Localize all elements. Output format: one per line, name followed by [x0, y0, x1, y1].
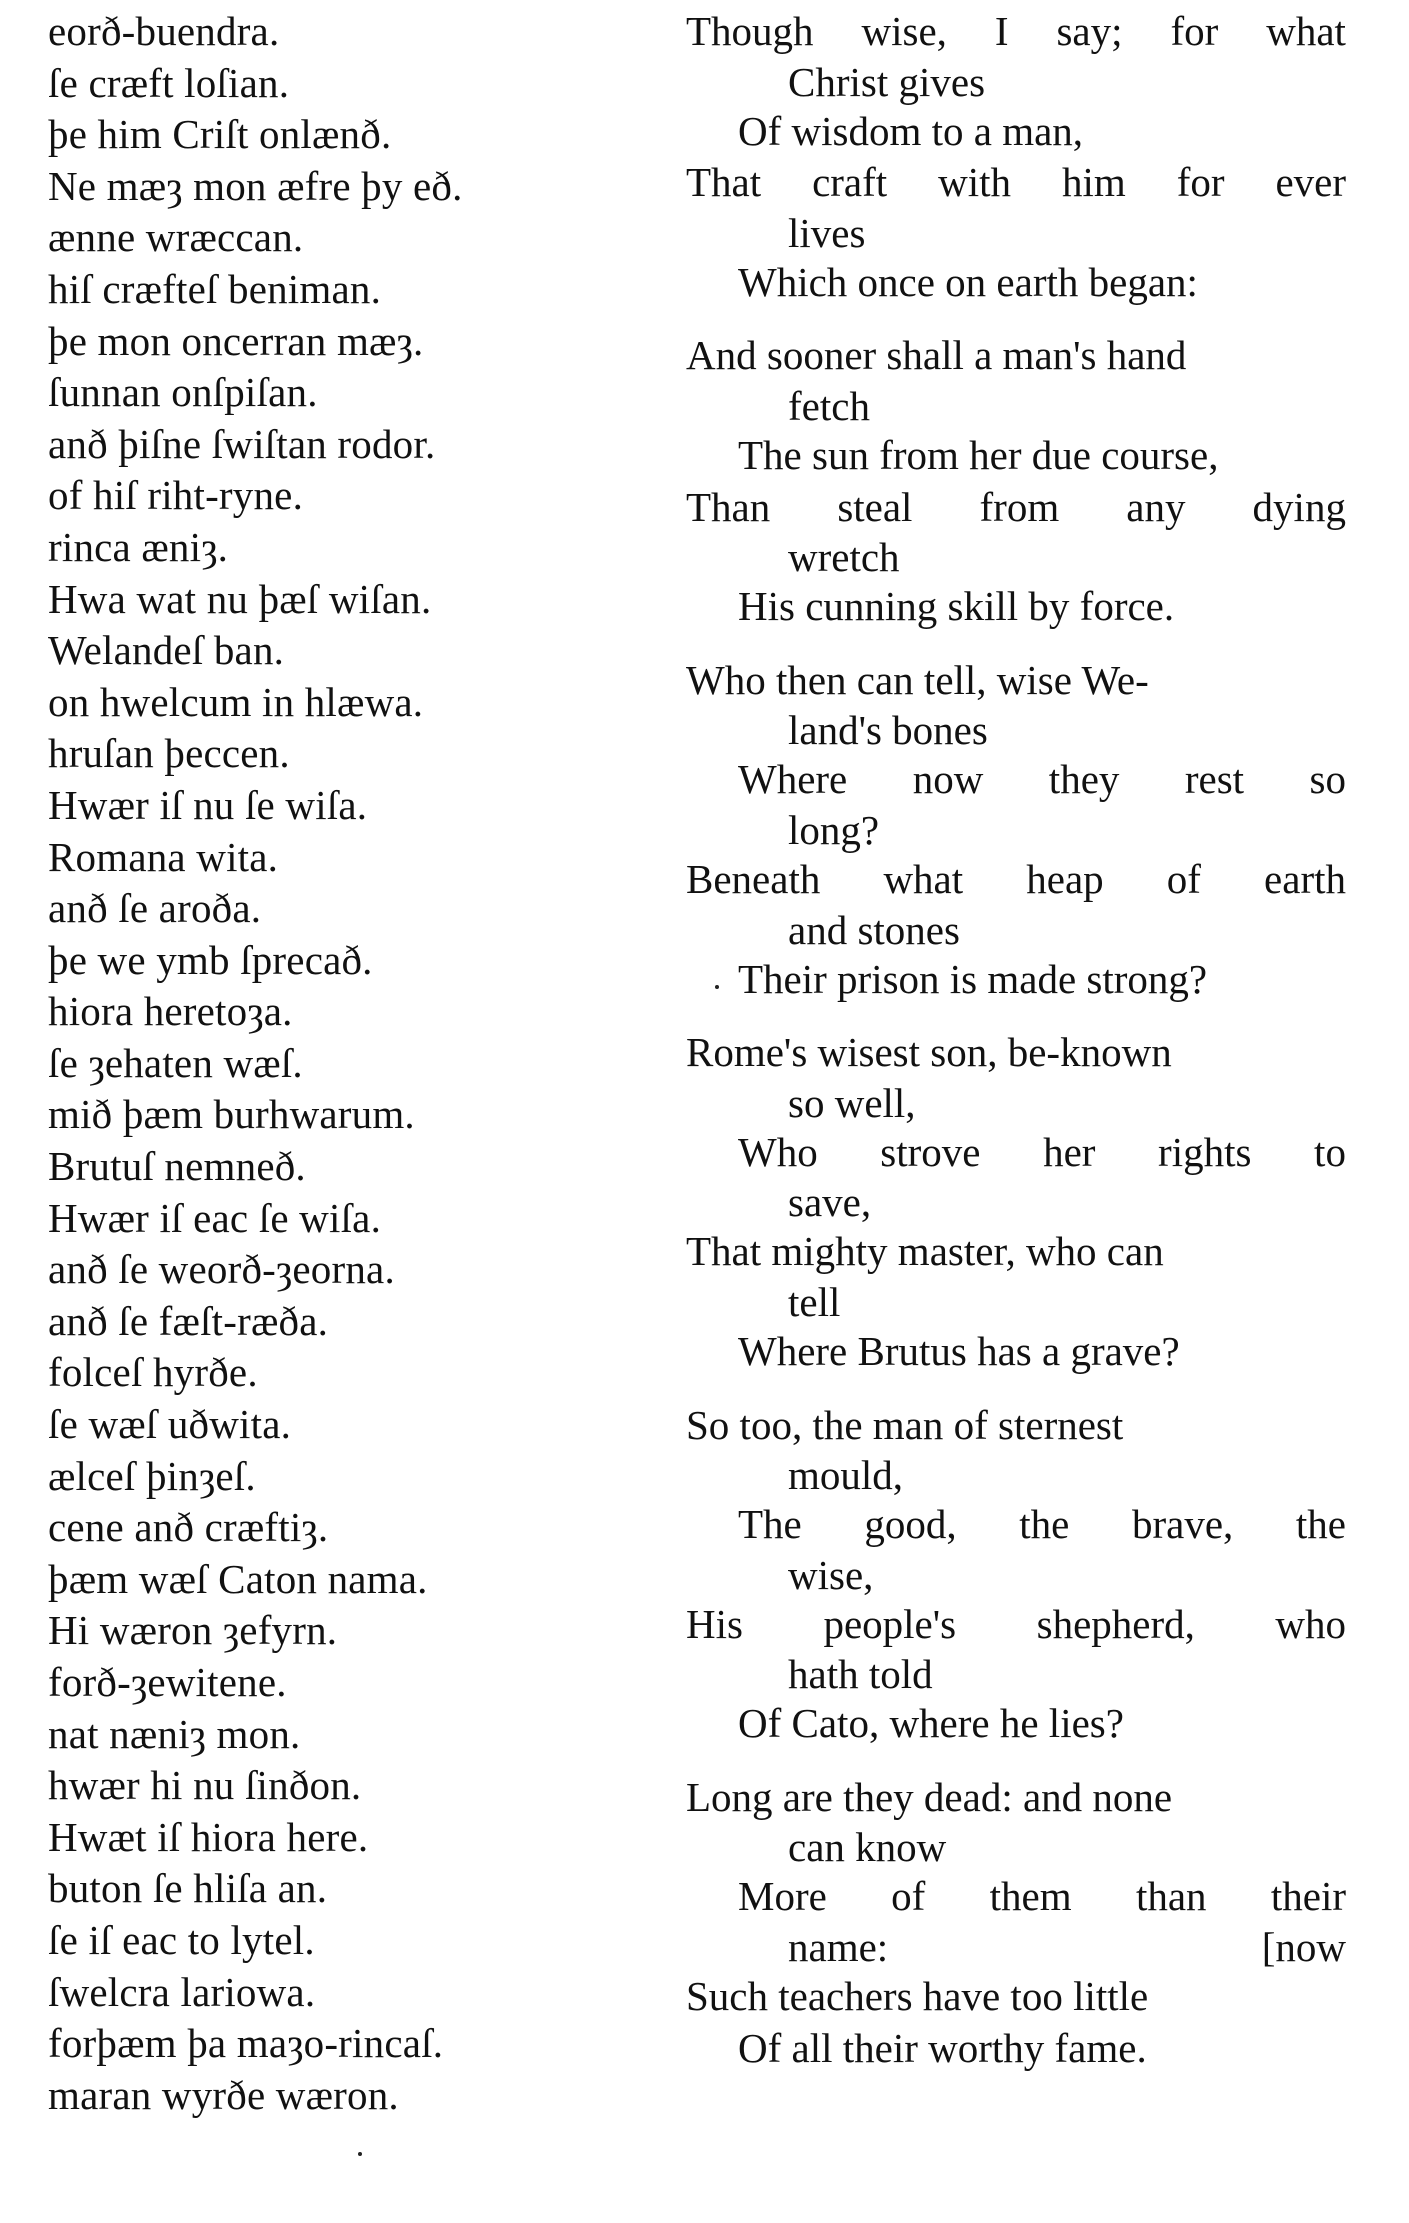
old-english-line: Welandeſ ban.: [48, 627, 285, 674]
verse-line: [686, 854, 1346, 906]
verse-line: Where Brutus has a grave?: [738, 1327, 1180, 1374]
old-english-line: ſe cræft loſian.: [48, 59, 290, 106]
verse-line: Rome's wisest son, be-known: [686, 1029, 1172, 1076]
verse-line: [686, 157, 1346, 209]
old-english-line: Brutuſ nemneð.: [48, 1143, 306, 1190]
verse-line: The sun from her due course,: [738, 431, 1219, 478]
verse-word: of: [1166, 855, 1201, 902]
verse-word: strove: [880, 1128, 981, 1175]
verse-line: Such teachers have too little: [686, 1973, 1149, 2020]
verse-line: Who then can tell, wise We-: [686, 656, 1149, 703]
stanza-6: [686, 1772, 1346, 2074]
verse-line: His cunning skill by force.: [738, 583, 1175, 630]
verse-line-continuation: Christ gives: [788, 58, 986, 105]
stanza-2: [686, 330, 1346, 632]
old-english-line: Hwær iſ eac ſe wiſa.: [48, 1194, 382, 1241]
verse-word: Where: [738, 756, 848, 803]
verse-word: dying: [1252, 483, 1346, 530]
verse-word: name:: [788, 1924, 889, 1971]
verse-line: [686, 1127, 1346, 1179]
verse-line-continuation: tell: [788, 1278, 841, 1325]
old-english-line: anð ſe weorð-ȝeorna.: [48, 1246, 395, 1293]
old-english-line: anð ſe fæſt-ræða.: [48, 1297, 329, 1344]
verse-word: for: [1176, 159, 1225, 206]
verse-line: And sooner shall a man's hand: [686, 332, 1187, 379]
verse-word: who: [1275, 1600, 1346, 1647]
verse-word: Beneath: [686, 855, 821, 902]
old-english-line: rinca æniȝ.: [48, 523, 229, 570]
old-english-line: Romana wita.: [48, 833, 279, 880]
verse-word: people's: [823, 1600, 957, 1647]
old-english-line: nat næniȝ mon.: [48, 1710, 301, 1757]
verse-line: Of wisdom to a man,: [738, 107, 1084, 154]
old-english-line: ænne wræccan.: [48, 214, 304, 261]
verse-line: [686, 754, 1346, 806]
verse-word: steal: [837, 483, 913, 530]
old-english-line: cene anð cræftiȝ.: [48, 1504, 329, 1551]
verse-word: earth: [1264, 855, 1346, 902]
verse-word: Though: [686, 8, 814, 54]
verse-word: the: [1019, 1501, 1070, 1548]
old-english-line: ſe ȝehaten wæſ.: [48, 1039, 303, 1086]
verse-word: than: [1135, 1873, 1207, 1920]
verse-line-continuation: fetch: [788, 382, 870, 429]
verse-word: I: [994, 8, 1009, 54]
old-english-line: mið þæm burhwarum.: [48, 1091, 415, 1138]
verse-word: what: [1266, 8, 1346, 54]
verse-line: [686, 1499, 1346, 1551]
verse-word: ever: [1275, 159, 1346, 206]
verse-word: him: [1061, 159, 1126, 206]
verse-line: So too, the man of sternest: [686, 1401, 1124, 1448]
verse-word: rest: [1184, 756, 1245, 803]
verse-word: them: [989, 1873, 1072, 1920]
old-english-line: ſe iſ eac to lytel.: [48, 1916, 315, 1963]
verse-word: Than: [686, 483, 771, 530]
verse-word: so: [1309, 756, 1346, 803]
old-english-line: Hwæt iſ hiora here.: [48, 1813, 369, 1860]
stanza-4: [686, 1027, 1346, 1377]
verse-word: heap: [1026, 855, 1104, 902]
verse-word: for: [1170, 8, 1219, 54]
verse-word: now: [912, 756, 984, 803]
old-english-line: Ne mæȝ mon æfre þy eð.: [48, 162, 463, 209]
verse-line-continuation: mould,: [788, 1452, 904, 1499]
stanza-1: [686, 6, 1346, 308]
verse-line-continuation: save,: [788, 1179, 872, 1226]
verse-line-continuation: wise,: [788, 1551, 874, 1598]
verse-line: Which once on earth began:: [738, 258, 1198, 305]
verse-line-continuation: so well,: [788, 1079, 916, 1126]
verse-word: her: [1043, 1128, 1096, 1175]
old-english-line: forð-ȝewitene.: [48, 1659, 287, 1705]
verse-word: That: [686, 159, 762, 206]
old-english-line: þæm wæſ Caton nama.: [48, 1555, 428, 1602]
old-english-line: ſunnan onſpiſan.: [48, 369, 318, 416]
old-english-line: hiſ cræfteſ beniman.: [48, 265, 382, 312]
verse-line: [686, 1599, 1346, 1651]
old-english-line: ſwelcra lariowa.: [48, 1968, 316, 2015]
verse-word: shepherd,: [1036, 1600, 1195, 1647]
old-english-line: þe mon oncerran mæȝ.: [48, 317, 424, 364]
verse-line: [686, 1871, 1346, 1923]
ink-speck: [715, 985, 719, 989]
verse-line: That mighty master, who can: [686, 1228, 1164, 1275]
old-english-column: [48, 6, 648, 2121]
stanza-5: [686, 1400, 1346, 1750]
verse-word: The: [738, 1501, 802, 1548]
stanza-3: [686, 655, 1346, 1005]
verse-word: from: [979, 483, 1060, 530]
old-english-line: þe we ymb ſprecað.: [48, 936, 373, 983]
verse-word: [now: [1261, 1924, 1346, 1971]
old-english-line: maran wyrðe wæron.: [48, 2071, 399, 2118]
verse-word: More: [738, 1873, 827, 1920]
verse-word: to: [1314, 1128, 1346, 1175]
ink-speck: [358, 2152, 362, 2156]
old-english-line: anð þiſne ſwiſtan rodor.: [48, 420, 436, 467]
verse-word: say;: [1056, 8, 1123, 54]
verse-line-continuation: can know: [788, 1824, 947, 1871]
verse-word: brave,: [1131, 1501, 1234, 1548]
verse-word: the: [1295, 1501, 1346, 1548]
verse-word: with: [938, 159, 1012, 206]
verse-line: Their prison is made strong?: [738, 955, 1208, 1002]
old-english-line: folceſ hyrðe.: [48, 1349, 258, 1396]
old-english-line: þe him Criſt onlænð.: [48, 111, 392, 158]
translation-column: [686, 6, 1346, 2074]
verse-line: Long are they dead: and none: [686, 1773, 1173, 1820]
old-english-line: forþæm þa maȝo-rincaſ.: [48, 2020, 444, 2067]
old-english-line: buton ſe hliſa an.: [48, 1865, 328, 1912]
verse-word: rights: [1158, 1128, 1252, 1175]
old-english-line: hruſan þeccen.: [48, 730, 290, 777]
verse-word: craft: [812, 159, 888, 206]
verse-word: they: [1048, 756, 1120, 803]
verse-word: of: [891, 1873, 926, 1920]
old-english-line: Hi wæron ȝefyrn.: [48, 1607, 338, 1654]
verse-line: [686, 6, 1346, 58]
old-english-line: Hwa wat nu þæſ wiſan.: [48, 575, 432, 622]
verse-word: wise,: [861, 8, 947, 54]
verse-word: Who: [738, 1128, 818, 1175]
verse-word: good,: [864, 1501, 957, 1548]
verse-line: [686, 482, 1346, 534]
verse-line: Of Cato, where he lies?: [738, 1700, 1124, 1747]
old-english-line: on hwelcum in hlæwa.: [48, 678, 424, 725]
old-english-line: ſe wæſ uðwita.: [48, 1401, 292, 1448]
verse-line-continuation: wretch: [788, 534, 900, 581]
verse-line-continuation: lives: [788, 209, 866, 256]
old-english-line: anð ſe aroða.: [48, 885, 262, 932]
verse-line-continuation: land's bones: [788, 707, 988, 754]
verse-line-continuation: hath told: [788, 1651, 933, 1698]
verse-word: their: [1270, 1873, 1346, 1920]
verse-line-continuation: long?: [788, 806, 880, 853]
verse-line: Of all their worthy fame.: [738, 2024, 1147, 2071]
old-english-line: ælceſ þinȝeſ.: [48, 1452, 256, 1499]
old-english-line: Hwær iſ nu ſe wiſa.: [48, 781, 368, 828]
verse-line-continuation: [686, 1923, 1346, 1971]
verse-word: what: [883, 855, 964, 902]
old-english-line: eorð-buendra.: [48, 8, 280, 54]
old-english-line: hwær hi nu ſinðon.: [48, 1762, 362, 1809]
old-english-line: of hiſ riht-ryne.: [48, 472, 304, 519]
verse-word: His: [686, 1600, 743, 1647]
verse-word: any: [1126, 483, 1186, 530]
verse-line-continuation: and stones: [788, 906, 960, 953]
old-english-line: hiora heretoȝa.: [48, 988, 293, 1035]
